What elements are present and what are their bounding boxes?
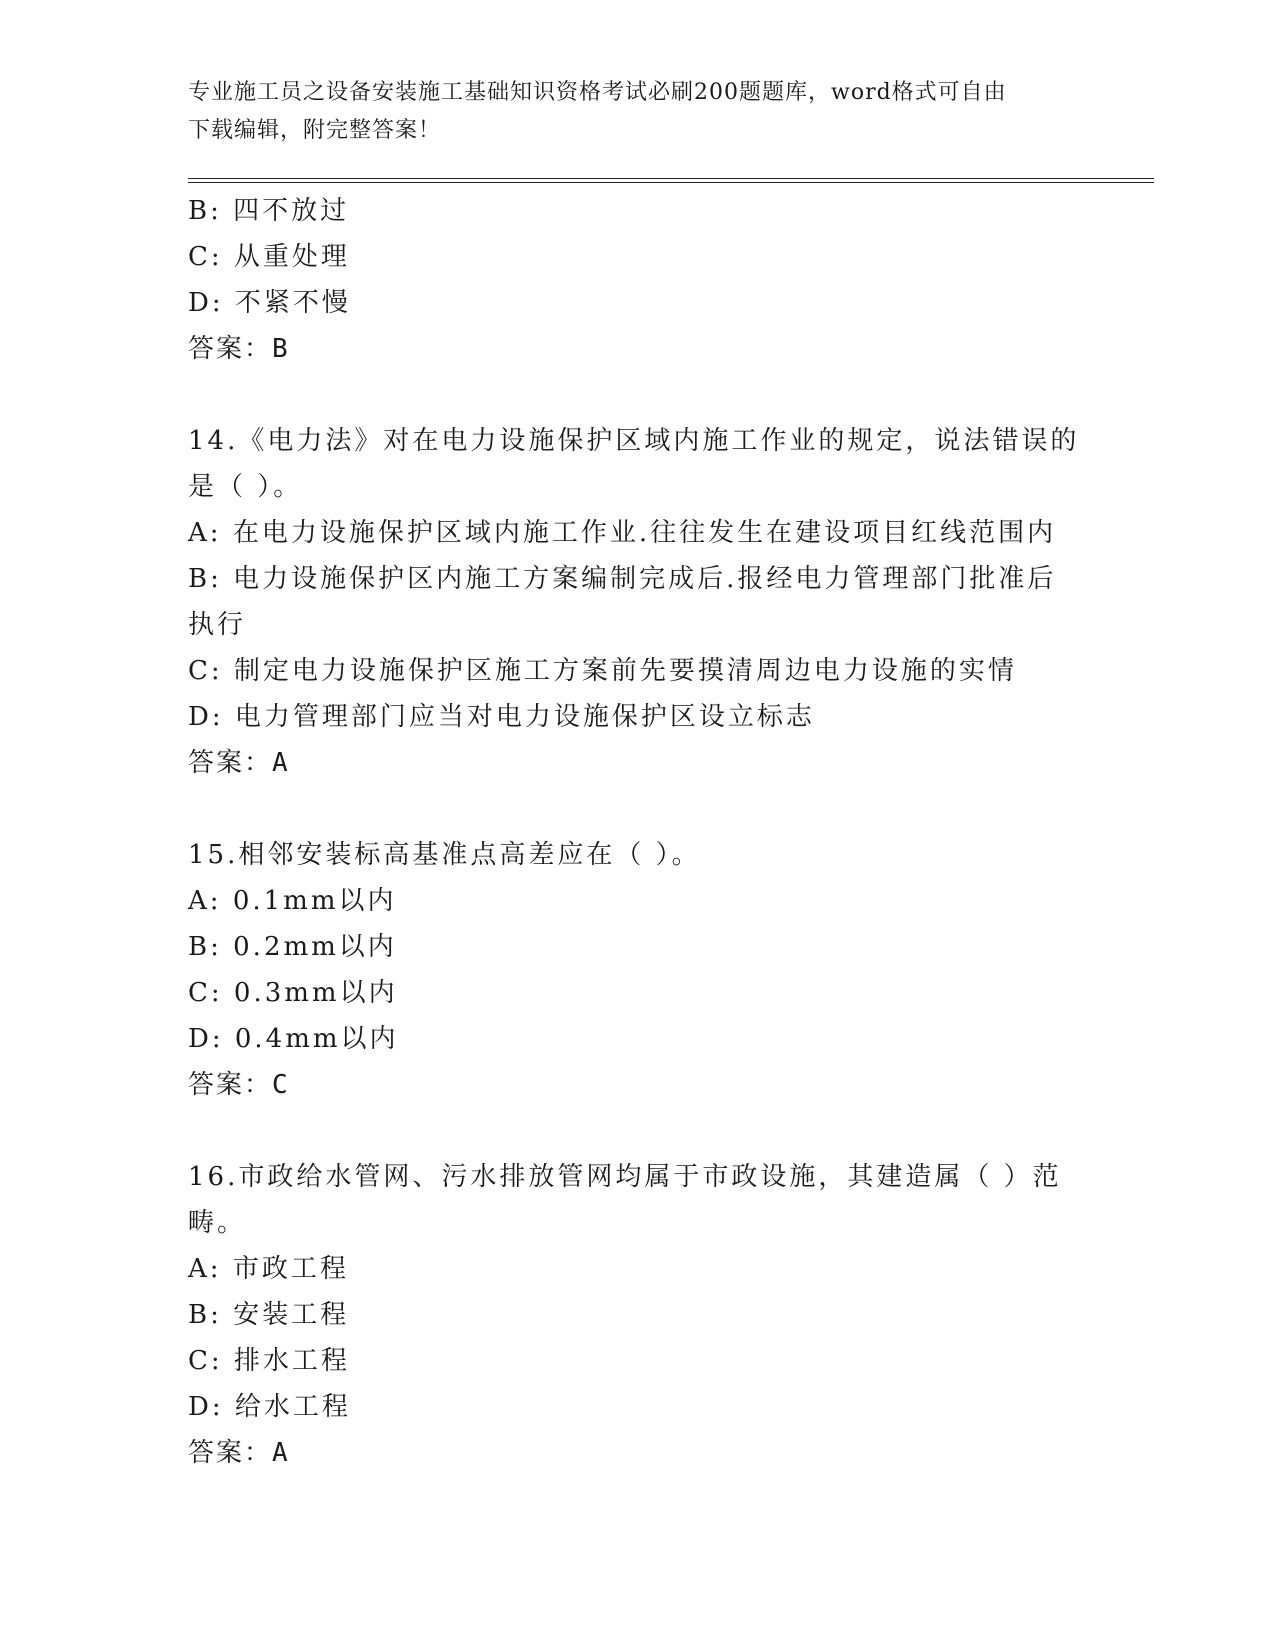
question-list (188, 188, 1088, 1476)
document-header (188, 74, 1068, 150)
option-b (188, 1292, 1088, 1338)
header-divider-top (188, 178, 1154, 179)
option-a (188, 878, 1088, 924)
answer-line (188, 326, 1088, 372)
option-b (188, 556, 1088, 602)
answer-value: C (272, 1070, 290, 1100)
question-14 (188, 418, 1088, 786)
option-label: C: (188, 656, 223, 686)
option-c (188, 1338, 1088, 1384)
answer-line (188, 1062, 1088, 1108)
option-text: 市政工程 (232, 1254, 349, 1284)
spacer (188, 1108, 1088, 1154)
option-label: A: (188, 1254, 222, 1284)
option-text: 0.1mm以内 (232, 886, 397, 916)
option-text: 在电力设施保护区域内施工作业.往往发生在建设项目红线范围内 (232, 518, 1057, 548)
option-text: 电力管理部门应当对电力设施保护区设立标志 (234, 702, 815, 732)
answer-value: A (272, 1438, 290, 1468)
spacer (188, 372, 1088, 418)
option-label: A: (188, 886, 222, 916)
option-label: B: (188, 564, 222, 594)
answer-value: A (272, 748, 290, 778)
question-13-tail (188, 188, 1088, 372)
question-15 (188, 832, 1088, 1108)
option-label: B: (188, 196, 222, 226)
question-stem-line-1: 16.市政给水管网、污水排放管网均属于市政设施，其建造属（ ）范 (188, 1162, 1062, 1192)
question-16 (188, 1154, 1088, 1476)
option-d (188, 694, 1088, 740)
option-a (188, 510, 1088, 556)
option-text: 0.4mm以内 (234, 1024, 399, 1054)
answer-label: 答案： (188, 1070, 273, 1100)
option-c (188, 970, 1088, 1016)
option-c (188, 648, 1088, 694)
option-text: 0.3mm以内 (233, 978, 398, 1008)
option-label: D: (188, 1024, 224, 1054)
option-b (188, 188, 1088, 234)
header-line-2: 下载编辑，附完整答案！ (188, 118, 442, 143)
header-divider-bottom (188, 182, 1154, 183)
answer-line (188, 1430, 1088, 1476)
option-label: A: (188, 518, 222, 548)
option-text: 排水工程 (233, 1346, 350, 1376)
answer-label: 答案： (188, 334, 273, 364)
question-stem-line-1: 15.相邻安装标高基准点高差应在（ ）。 (188, 840, 701, 870)
option-d (188, 280, 1088, 326)
option-text: 从重处理 (233, 242, 350, 272)
option-label: C: (188, 1346, 223, 1376)
option-b (188, 924, 1088, 970)
option-label: D: (188, 702, 224, 732)
answer-label: 答案： (188, 748, 273, 778)
option-text: 给水工程 (234, 1392, 351, 1422)
option-label: B: (188, 932, 222, 962)
option-d (188, 1384, 1088, 1430)
option-text: 制定电力设施保护区施工方案前先要摸清周边电力设施的实情 (233, 656, 1017, 686)
answer-line (188, 740, 1088, 786)
option-text: 四不放过 (233, 196, 350, 226)
header-line-1: 专业施工员之设备安装施工基础知识资格考试必刷200题题库，word格式可自由 (188, 80, 1007, 105)
option-a (188, 1246, 1088, 1292)
option-label: C: (188, 242, 223, 272)
option-label: D: (188, 288, 224, 318)
option-label: D: (188, 1392, 224, 1422)
answer-label: 答案： (188, 1438, 273, 1468)
option-text: 电力设施保护区内施工方案编制完成后.报经电力管理部门批准后 (233, 564, 1057, 594)
question-stem-line-2: 是（ ）。 (188, 472, 303, 502)
option-text: 不紧不慢 (234, 288, 351, 318)
spacer (188, 786, 1088, 832)
option-c (188, 234, 1088, 280)
option-text: 安装工程 (233, 1300, 350, 1330)
question-stem-line-1: 14.《电力法》对在电力设施保护区域内施工作业的规定，说法错误的 (188, 426, 1080, 456)
option-b-continuation: 执行 (188, 610, 247, 640)
option-text: 0.2mm以内 (233, 932, 397, 962)
option-d (188, 1016, 1088, 1062)
answer-value: B (272, 334, 290, 364)
option-label: B: (188, 1300, 222, 1330)
question-stem-line-2: 畴。 (188, 1208, 247, 1238)
option-label: C: (188, 978, 223, 1008)
